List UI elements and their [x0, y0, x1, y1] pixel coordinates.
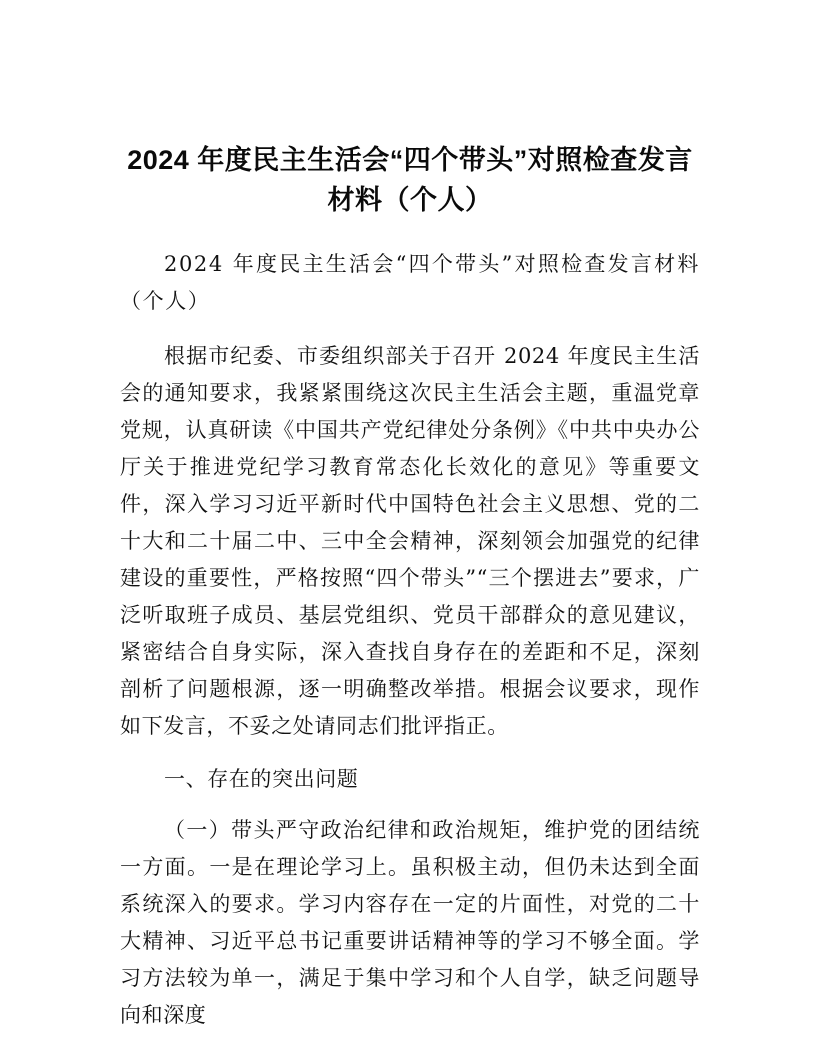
section-heading-one: 一、存在的突出问题 [164, 767, 359, 791]
page-title: 2024 年度民主生活会“四个带头”对照检查发言材料（个人） [127, 145, 693, 215]
subsection-paragraph-one: （一）带头严守政治纪律和政治规矩，维护党的团结统一方面。一是在理论学习上。虽积极主动，但仍未达到全面系统深入的要求。学习内容存在一定的片面性，对党的二十大精神、习近平总书记重要讲话精神等的学习不够全面。学习方法较为单一，满足于集中学习和个人自学，缺乏问题导向和深度 [120, 818, 700, 1027]
subtitle-paragraph: 2024 年度民主生活会“四个带头”对照检查发言材料（个人） [120, 252, 700, 313]
intro-paragraph: 根据市纪委、市委组织部关于召开 2024 年度民主生活会的通知要求，我紧紧围绕这次民主生活会主题，重温党章党规，认真研读《中国共产党纪律处分条例》《中共中央办公厅关于推进党纪学习教育常态化长效化的意见》等重要文件，深入学习习近平新时代中国特色社会主义思想、党的二十大和二十届二中、三中全会精神，深刻领会加强党的纪律建设的重要性，严格按照“四个带头”“三个摆进去”要求，广泛听取班子成员、基层党组织、党员干部群众的意见建议，紧密结合自身实际，深入查找自身存在的差距和不足，深刻剖析了问题根源，逐一明确整改举措。根据会议要求，现作如下发言，不妥之处请同志们批评指正。 [120, 344, 700, 738]
document-body [120, 246, 700, 1034]
